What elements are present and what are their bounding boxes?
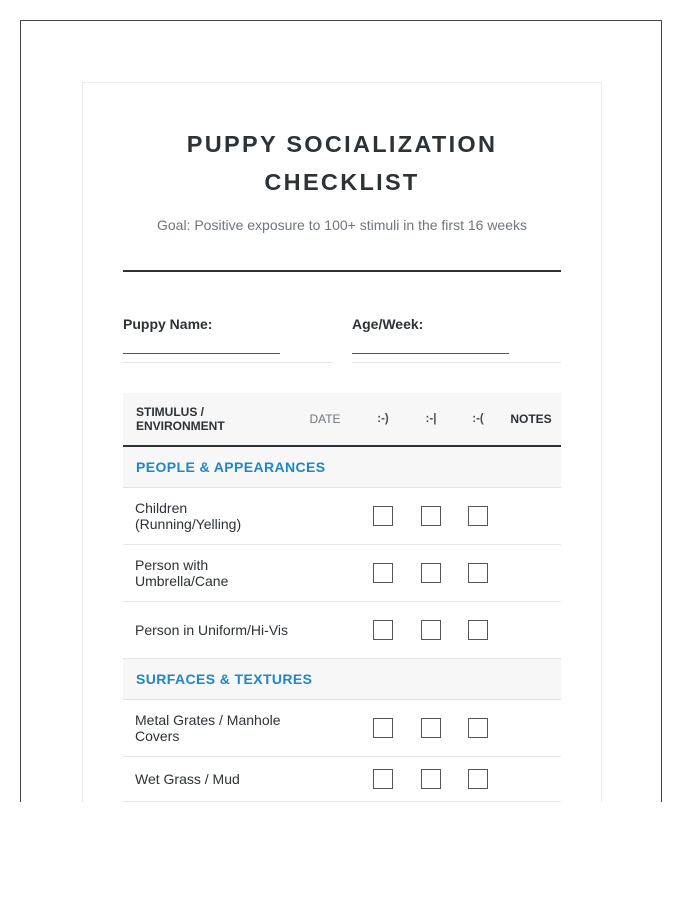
- happy-checkbox[interactable]: [373, 769, 393, 789]
- item-label: Metal Grates / Manhole Covers: [123, 699, 291, 756]
- happy-checkbox[interactable]: [373, 563, 393, 583]
- puppy-name-divider: [123, 362, 332, 363]
- header-happy: :-): [359, 393, 407, 446]
- age-week-divider: [352, 362, 561, 363]
- notes-cell[interactable]: [501, 487, 561, 544]
- sad-checkbox[interactable]: [468, 769, 488, 789]
- notes-cell[interactable]: [501, 756, 561, 801]
- item-label: Person in Uniform/Hi-Vis: [123, 601, 291, 658]
- neutral-checkbox[interactable]: [421, 620, 441, 640]
- happy-checkbox[interactable]: [373, 718, 393, 738]
- page-frame: [20, 20, 662, 802]
- table-header-row: [123, 393, 561, 446]
- section-people-appearances: PEOPLE & APPEARANCES: [123, 446, 561, 487]
- section-row: [123, 446, 561, 487]
- item-label: Children (Running/Yelling): [123, 487, 291, 544]
- title-line-2: CHECKLIST: [264, 169, 420, 195]
- date-cell[interactable]: [291, 756, 359, 801]
- date-cell[interactable]: [291, 601, 359, 658]
- date-cell[interactable]: [291, 544, 359, 601]
- notes-cell[interactable]: [501, 544, 561, 601]
- section-surfaces-textures: SURFACES & TEXTURES: [123, 658, 561, 699]
- table-row: [123, 487, 561, 544]
- puppy-name-field[interactable]: [123, 353, 280, 354]
- notes-cell[interactable]: [501, 601, 561, 658]
- section-row: [123, 658, 561, 699]
- happy-checkbox[interactable]: [373, 506, 393, 526]
- header-date: DATE: [291, 393, 359, 446]
- header-notes: NOTES: [501, 393, 561, 446]
- neutral-checkbox[interactable]: [421, 506, 441, 526]
- neutral-checkbox[interactable]: [421, 563, 441, 583]
- header-neutral: :-|: [407, 393, 455, 446]
- table-row: [123, 544, 561, 601]
- page-title: [83, 125, 601, 201]
- table-row: [123, 601, 561, 658]
- sad-checkbox[interactable]: [468, 563, 488, 583]
- happy-checkbox[interactable]: [373, 620, 393, 640]
- sad-checkbox[interactable]: [468, 506, 488, 526]
- puppy-name-label: Puppy Name:: [123, 316, 213, 332]
- age-week-label: Age/Week:: [352, 316, 424, 332]
- goal-text: Goal: Positive exposure to 100+ stimuli in the first 16 weeks: [156, 217, 527, 233]
- table-row: [123, 699, 561, 756]
- checklist-table: [123, 393, 561, 802]
- table-row: [123, 756, 561, 801]
- sad-checkbox[interactable]: [468, 718, 488, 738]
- date-cell[interactable]: [291, 487, 359, 544]
- header-stimulus: STIMULUS / ENVIRONMENT: [123, 393, 291, 446]
- notes-cell[interactable]: [501, 699, 561, 756]
- title-line-1: PUPPY SOCIALIZATION: [186, 131, 498, 157]
- age-week-field[interactable]: [352, 353, 509, 354]
- header-sad: :-(: [455, 393, 501, 446]
- sad-checkbox[interactable]: [468, 620, 488, 640]
- item-label: Person with Umbrella/Cane: [123, 544, 291, 601]
- title-divider: [123, 270, 561, 272]
- neutral-checkbox[interactable]: [421, 769, 441, 789]
- checklist-sheet: [82, 82, 602, 802]
- date-cell[interactable]: [291, 699, 359, 756]
- neutral-checkbox[interactable]: [421, 718, 441, 738]
- item-label: Wet Grass / Mud: [123, 756, 291, 801]
